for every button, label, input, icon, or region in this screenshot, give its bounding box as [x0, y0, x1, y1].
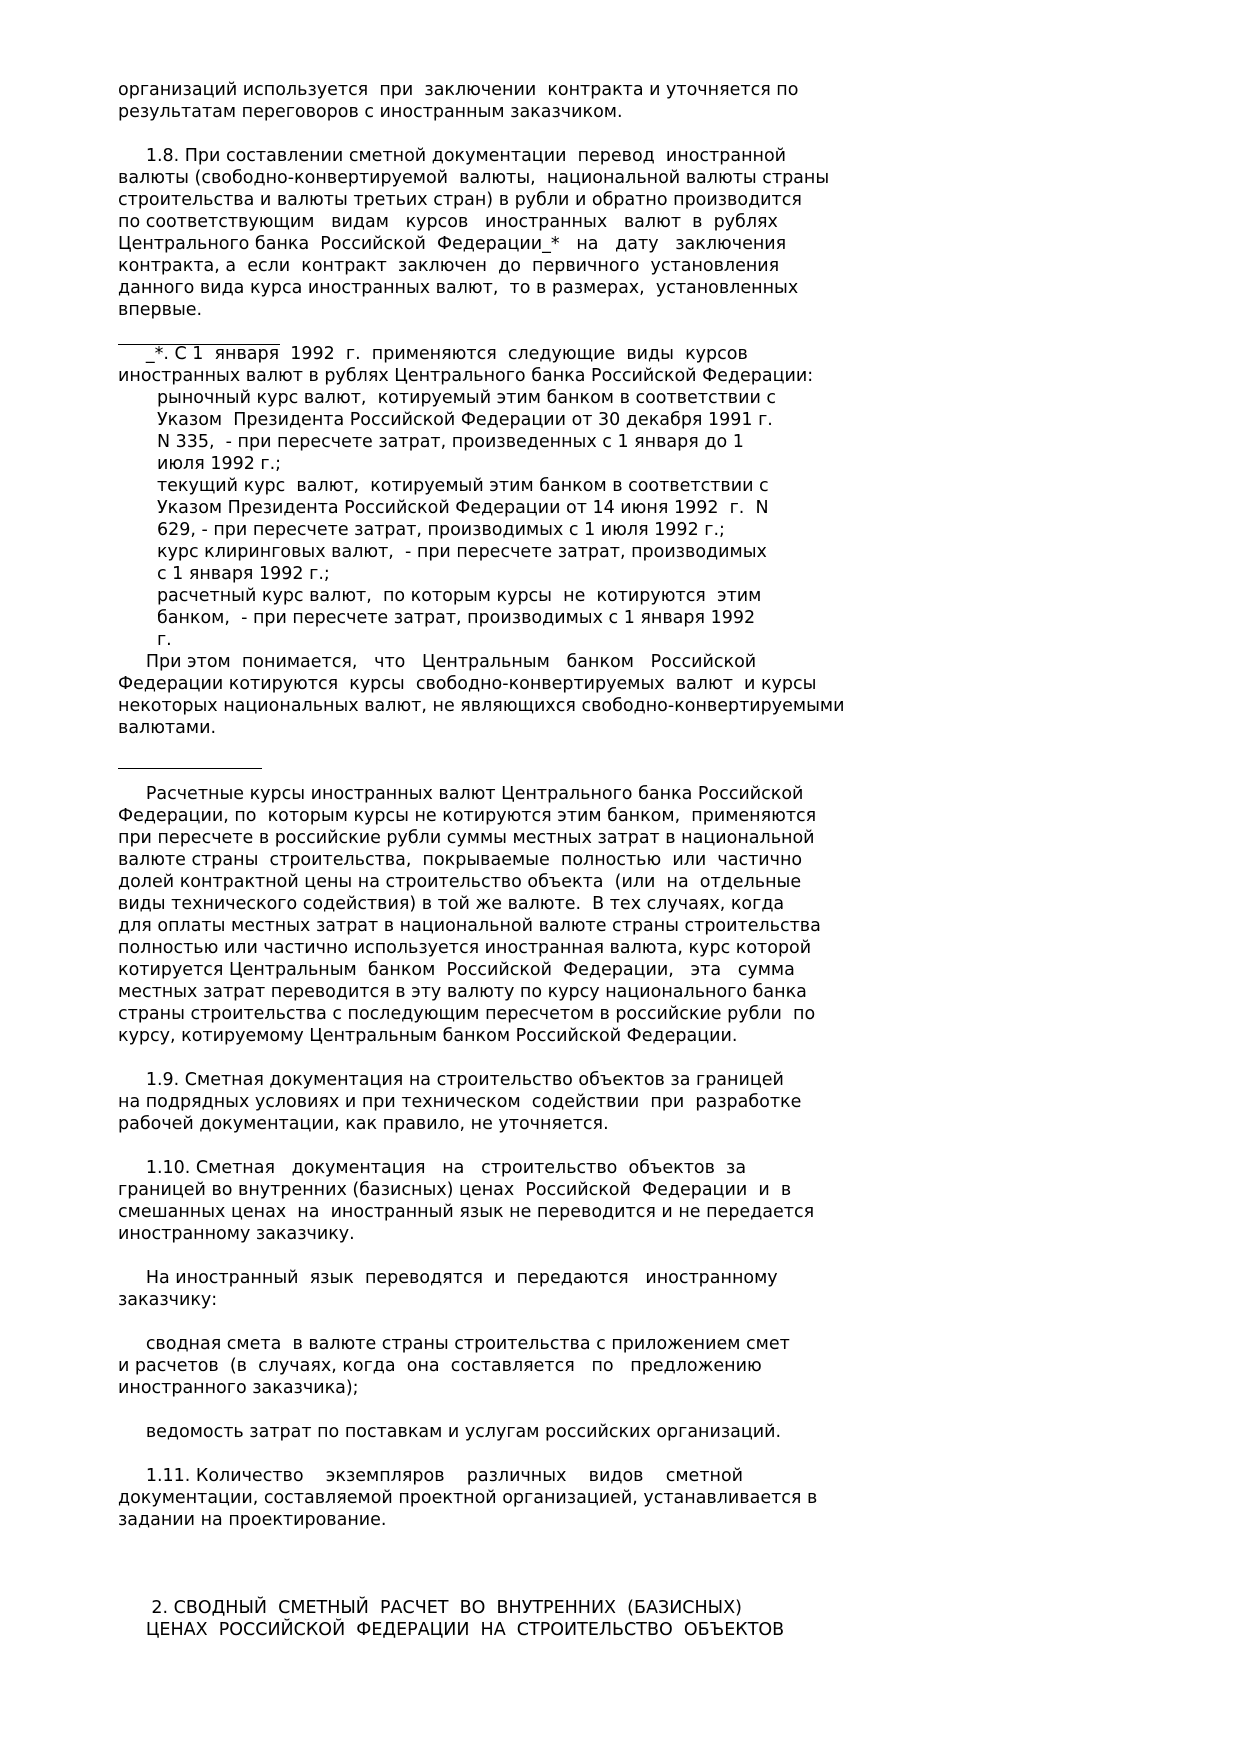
text-line-l01: результатам переговоров с иностранным заказчиком. [118, 102, 623, 122]
text-line-l25: Федерации котируются курсы свободно-конвертируемых валют и курсы [118, 674, 817, 694]
text-line-l51: иностранного заказчика); [118, 1378, 359, 1398]
text-line-l10: _*. С 1 января 1992 г. применяются следующие виды курсов [118, 344, 748, 364]
text-line-l05: по соответствующим видам курсов иностранных валют в рублях [118, 212, 778, 232]
text-line-l16: текущий курс валют, котируемый этим банком в соответствии с [118, 476, 769, 496]
text-line-l34: для оплаты местных затрат в национальной валюте страны строительства [118, 916, 821, 936]
text-line-l52: ведомость затрат по поставкам и услугам российских организаций. [118, 1422, 782, 1442]
text-line-l14: N 335, - при пересчете затрат, произведенных с 1 января до 1 [118, 432, 744, 452]
text-line-l49: сводная смета в валюте страны строительства с приложением смет [118, 1334, 790, 1354]
text-line-l07: контракта, а если контракт заключен до первичного установления [118, 256, 780, 276]
text-line-l31: валюте страны строительства, покрываемые полностью или частично [118, 850, 803, 870]
text-line-l15: июля 1992 г.; [118, 454, 282, 474]
text-line-l38: страны строительства с последующим пересчетом в российские рубли по [118, 1004, 816, 1024]
text-line-l27: валютами. [118, 718, 217, 738]
text-line-l03: валюты (свободно-конвертируемой валюты, национальной валюты страны [118, 168, 830, 188]
text-line-l26: некоторых национальных валют, не являющихся свободно-конвертируемыми [118, 696, 845, 716]
text-line-l17: Указом Президента Российской Федерации от 14 июня 1992 г. N [118, 498, 769, 518]
text-line-l06: Центрального банка Российской Федерации_* на дату заключения [118, 234, 787, 254]
text-line-l45: смешанных ценах на иностранный язык не переводится и не передается [118, 1202, 815, 1222]
text-line-l37: местных затрат переводится в эту валюту по курсу национального банка [118, 982, 807, 1002]
text-line-l40: 1.9. Сметная документация на строительство объектов за границей [118, 1070, 784, 1090]
text-line-l29: Федерации, по которым курсы не котируются этим банком, применяются [118, 806, 817, 826]
text-line-l33: виды технического содействия) в той же валюте. В тех случаях, когда [118, 894, 785, 914]
text-line-l50: и расчетов (в случаях, когда она составляется по предложению [118, 1356, 762, 1376]
text-line-l36: котируется Центральным банком Российской Федерации, эта сумма [118, 960, 795, 980]
text-line-l21: расчетный курс валют, по которым курсы не котируются этим [118, 586, 762, 606]
text-line-l39: курсу, котируемому Центральным банком Российской Федерации. [118, 1026, 738, 1046]
text-line-l19: курс клиринговых валют, - при пересчете затрат, производимых [118, 542, 767, 562]
text-line-l22: банком, - при пересчете затрат, производимых с 1 января 1992 [118, 608, 756, 628]
text-line-l44: границей во внутренних (базисных) ценах Российской Федерации и в [118, 1180, 792, 1200]
text-line-l32: долей контрактной цены на строительство объекта (или на отдельные [118, 872, 802, 892]
footnote-rule-top [118, 344, 280, 345]
text-line-l42: рабочей документации, как правило, не уточняется. [118, 1114, 609, 1134]
text-line-l30: при пересчете в российские рубли суммы местных затрат в национальной [118, 828, 815, 848]
text-line-l12: рыночный курс валют, котируемый этим банком в соответствии с [118, 388, 777, 408]
text-line-l13: Указом Президента Российской Федерации от 30 декабря 1991 г. [118, 410, 773, 430]
text-line-l35: полностью или частично используется иностранная валюта, курс которой [118, 938, 812, 958]
text-line-l08: данного вида курса иностранных валют, то в размерах, установленных [118, 278, 799, 298]
text-line-l48: заказчику: [118, 1290, 218, 1310]
text-line-l09: впервые. [118, 300, 203, 320]
text-line-l23: г. [118, 630, 172, 650]
text-line-l28: Расчетные курсы иностранных валют Центрального банка Российской [118, 784, 804, 804]
footnote-rule-bottom [118, 768, 262, 769]
text-line-l47: На иностранный язык переводятся и передаются иностранному [118, 1268, 778, 1288]
text-line-l11: иностранных валют в рублях Центрального банка Российской Федерации: [118, 366, 814, 386]
text-line-l53: 1.11. Количество экземпляров различных видов сметной [118, 1466, 744, 1486]
text-line-l43: 1.10. Сметная документация на строительство объектов за [118, 1158, 747, 1178]
text-line-l00: организаций используется при заключении контракта и уточняется по [118, 80, 799, 100]
text-line-l18: 629, - при пересчете затрат, производимых с 1 июля 1992 г.; [118, 520, 725, 540]
text-line-l41: на подрядных условиях и при техническом содействии при разработке [118, 1092, 802, 1112]
text-line-l24: При этом понимается, что Центральным банком Российской [118, 652, 757, 672]
text-line-l55: задании на проектирование. [118, 1510, 387, 1530]
text-line-l46: иностранному заказчику. [118, 1224, 355, 1244]
text-line-l04: строительства и валюты третьих стран) в рубли и обратно производится [118, 190, 802, 210]
text-line-l02: 1.8. При составлении сметной документации перевод иностранной [118, 146, 787, 166]
text-line-l20: с 1 января 1992 г.; [118, 564, 330, 584]
text-line-l54: документации, составляемой проектной организацией, устанавливается в [118, 1488, 818, 1508]
text-line-l57: ЦЕНАХ РОССИЙСКОЙ ФЕДЕРАЦИИ НА СТРОИТЕЛЬСТВО ОБЪЕКТОВ [118, 1620, 785, 1640]
text-line-l56: 2. СВОДНЫЙ СМЕТНЫЙ РАСЧЕТ ВО ВНУТРЕННИХ (БАЗИСНЫХ) [118, 1598, 742, 1618]
